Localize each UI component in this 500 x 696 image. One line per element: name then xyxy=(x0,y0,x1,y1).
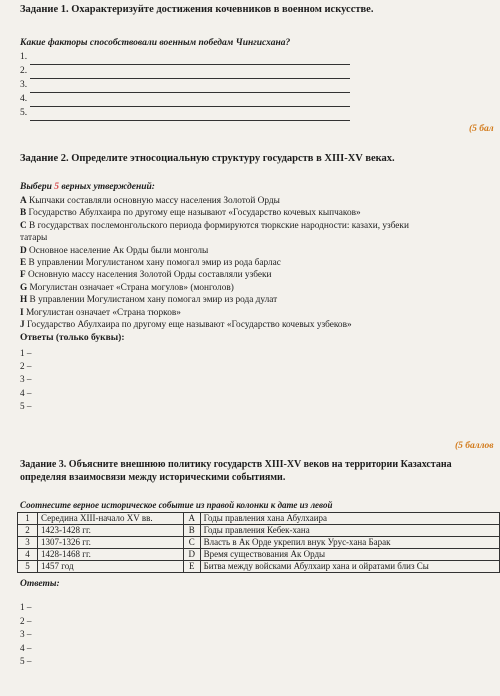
matching-table xyxy=(17,512,500,573)
task1-answer-line-1[interactable] xyxy=(30,64,350,65)
row-event: Битва между войсками Абулхаир хана и ойратами близ Сы xyxy=(200,561,499,573)
task1-line-3-label: 3. xyxy=(20,80,28,90)
task3-instruction: Соотнесите верное историческое событие из правой колонки к дате из левой xyxy=(20,500,333,510)
task2-answer-4[interactable]: 4 – xyxy=(20,387,32,398)
statement-c: C В государствах послемонгольского периода формируются тюркские народности: казахи, узбеки xyxy=(20,220,409,231)
statement-i: I Могулистан означает «Страна тюрков» xyxy=(20,307,181,318)
task2-answer-3[interactable]: 3 – xyxy=(20,374,32,385)
task3-answer-1[interactable]: 1 – xyxy=(20,602,32,612)
task3-answer-4[interactable]: 4 – xyxy=(20,642,32,653)
row-letter: E xyxy=(183,561,200,573)
row-date: 1307-1326 гг. xyxy=(38,537,184,549)
task3-answers xyxy=(20,601,31,669)
row-number: 2 xyxy=(18,525,38,537)
task1-answer-line-3[interactable] xyxy=(30,92,350,93)
task2-answers xyxy=(20,347,31,413)
task2-answers-label: Ответы (только буквы): xyxy=(20,333,125,343)
statement-h: H В управлении Могулистаном хану помогал эмир из рода дулат xyxy=(20,295,278,306)
task1-question: Какие факторы способствовали военным победам Чингисхана? xyxy=(20,38,291,48)
statement-c-continuation: татары xyxy=(20,233,48,244)
task1-line-4-label: 4. xyxy=(20,94,28,104)
table-row xyxy=(18,513,500,525)
statement-f: F Основную массу населения Золотой Орды составляли узбеки xyxy=(20,270,272,281)
task2-score: (5 баллов xyxy=(455,441,494,451)
task2-instruction-prefix: Выбери xyxy=(20,182,55,192)
row-event: Время существования Ак Орды xyxy=(200,549,499,561)
task1-title: Задание 1. Охарактеризуйте достижения кочевников в военном искусстве. xyxy=(20,4,374,15)
row-letter: C xyxy=(183,537,200,549)
task3-answers-label: Ответы: xyxy=(20,579,60,589)
task2-instruction xyxy=(20,182,155,192)
table-row xyxy=(18,525,500,537)
row-number: 4 xyxy=(18,549,38,561)
table-row xyxy=(18,549,500,561)
row-letter: D xyxy=(183,549,200,561)
statement-j: J Государство Абулхаира по другому еще называют «Государство кочевых узбеков» xyxy=(20,320,352,331)
row-event: Годы правления хана Абулхаира xyxy=(200,513,499,525)
statement-b: B Государство Абулхаира по другому еще называют «Государство кочевых кыпчаков» xyxy=(20,208,361,219)
statement-a: A Кыпчаки составляли основную массу населения Золотой Орды xyxy=(20,196,280,206)
task3-answer-3[interactable]: 3 – xyxy=(20,629,32,640)
row-date: 1457 год xyxy=(38,561,184,573)
task3-title-line1: Задание 3. Объясните внешнюю политику государств XIII-XV веков на территории Казахстана xyxy=(20,459,452,470)
statement-d: D Основное население Ак Орды были монголы xyxy=(20,245,209,256)
task1-answer-line-4[interactable] xyxy=(30,106,350,107)
task1-answer-line-2[interactable] xyxy=(30,78,350,79)
task1-line-5-label: 5. xyxy=(20,108,28,118)
row-date: Середина XIII-начало XV вв. xyxy=(38,513,184,525)
task2-title: Задание 2. Определите этносоциальную структуру государств в XIII-XV веках. xyxy=(20,153,395,164)
task3-title-line2: определяя взаимосвязи между историческими событиями. xyxy=(20,472,286,483)
table-row xyxy=(18,537,500,549)
row-event: Власть в Ак Орде укрепил внук Урус-хана Барак xyxy=(200,537,499,549)
row-number: 1 xyxy=(18,513,38,525)
task1-score: (5 бал xyxy=(469,124,494,134)
row-number: 5 xyxy=(18,561,38,573)
row-number: 3 xyxy=(18,537,38,549)
row-date: 1428-1468 гг. xyxy=(38,549,184,561)
task1-answer-line-5[interactable] xyxy=(30,120,350,121)
task2-statements xyxy=(20,195,409,331)
task3-answer-2[interactable]: 2 – xyxy=(20,615,32,626)
task1-line-2-label: 2. xyxy=(20,66,28,76)
task2-answer-1[interactable]: 1 – xyxy=(20,348,32,358)
table-row xyxy=(18,561,500,573)
row-letter: A xyxy=(183,513,200,525)
statement-g: G Могулистан означает «Страна могулов» (монголов) xyxy=(20,282,234,293)
task1-line-1-label: 1. xyxy=(20,52,28,62)
task2-instruction-count: 5 xyxy=(54,182,60,192)
task3-answer-5[interactable]: 5 – xyxy=(20,656,32,667)
row-date: 1423-1428 гг. xyxy=(38,525,184,537)
row-letter: B xyxy=(183,525,200,537)
task2-instruction-suffix: верных утверждений: xyxy=(59,182,155,192)
task2-answer-2[interactable]: 2 – xyxy=(20,361,32,372)
statement-e: E В управлении Могулистаном хану помогал эмир из рода барлас xyxy=(20,258,281,269)
row-event: Годы правления Кебек-хана xyxy=(200,525,499,537)
task2-answer-5[interactable]: 5 – xyxy=(20,400,32,411)
